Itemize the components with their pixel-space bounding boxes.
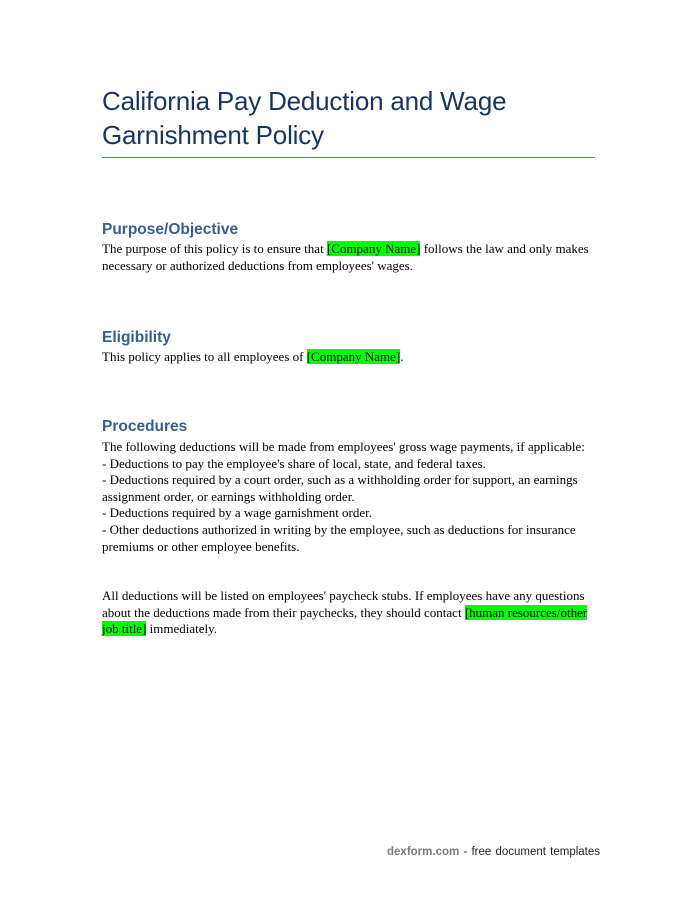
- procedure-item: - Deductions required by a wage garnishment order.: [102, 505, 373, 521]
- eligibility-text-before: This policy applies to all employees of: [102, 349, 307, 364]
- closing-text-before: All deductions will be listed on employees' paycheck stubs. If employees have any questions about the deductions made from their paychecks, they should contact: [102, 588, 585, 620]
- procedures-list: [102, 439, 597, 555]
- purpose-paragraph: [102, 241, 597, 274]
- procedures-intro: The following deductions will be made from employees' gross wage payments, if applicable:: [102, 439, 585, 454]
- footer-tagline: - free document templates: [459, 846, 601, 858]
- footer-brand-link[interactable]: dexform.com: [387, 846, 460, 858]
- purpose-text-after: follows the law and only makes necessary or authorized deductions from employees' wages.: [102, 241, 589, 273]
- footer: [387, 846, 600, 858]
- company-name-placeholder: [Company Name]: [326, 241, 421, 256]
- procedure-item: - Deductions to pay the employee's share of local, state, and federal taxes.: [102, 455, 486, 471]
- procedures-heading: Procedures: [102, 418, 188, 435]
- document-title: California Pay Deduction and Wage Garnishment Policy: [102, 86, 507, 150]
- company-name-placeholder: [Company Name]: [306, 349, 401, 364]
- job-title-placeholder: [human resources/other job title]: [102, 604, 588, 637]
- eligibility-heading: Eligibility: [102, 329, 171, 346]
- closing-paragraph: [102, 588, 597, 638]
- eligibility-paragraph: [102, 349, 597, 366]
- purpose-text-before: The purpose of this policy is to ensure that: [102, 241, 327, 256]
- title-divider: [102, 157, 595, 158]
- procedure-item: - Deductions required by a court order, such as a withholding order for support, an earnings assignment order, or earnings withholding order.: [102, 472, 578, 504]
- purpose-heading: Purpose/Objective: [102, 221, 239, 238]
- closing-text-after: immediately.: [146, 621, 218, 637]
- eligibility-text-after: .: [400, 349, 404, 364]
- procedure-item: - Other deductions authorized in writing by the employee, such as deductions for insurance premiums or other employee benefits.: [102, 521, 576, 554]
